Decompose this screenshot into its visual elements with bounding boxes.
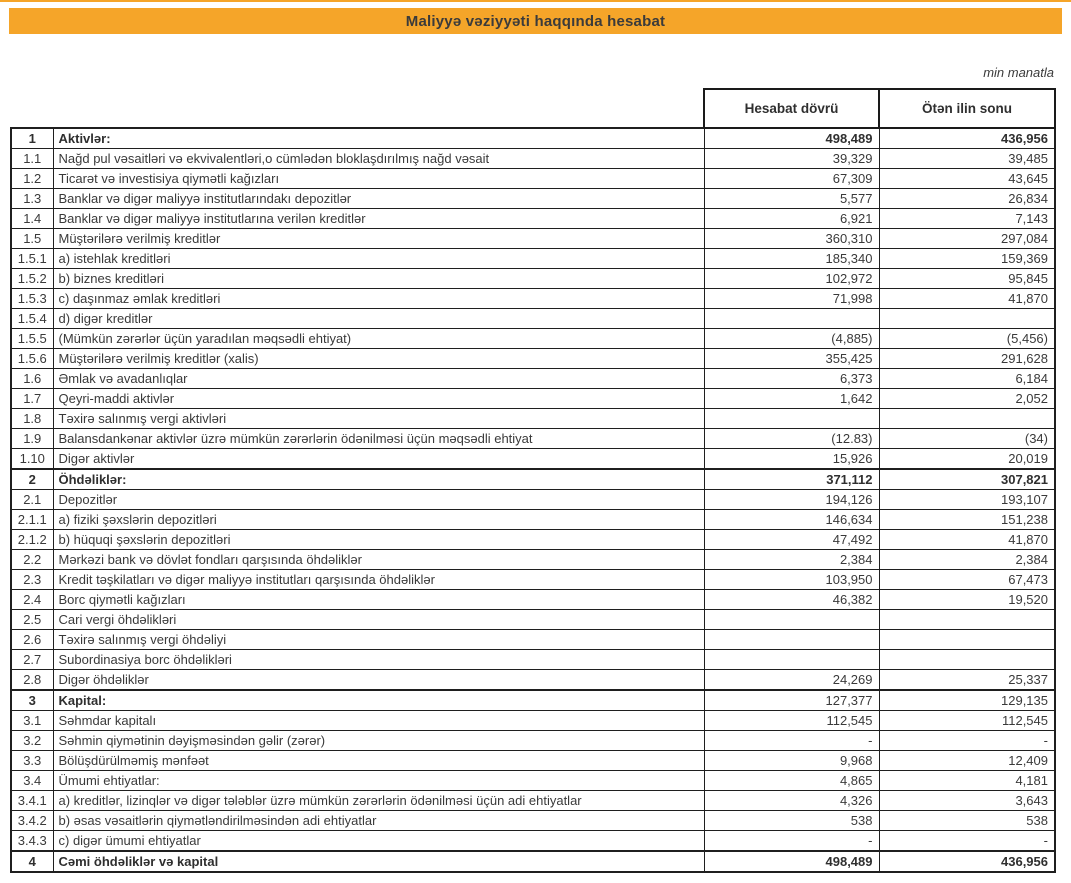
value-current-period: 39,329 xyxy=(704,149,879,169)
value-current-period xyxy=(704,309,879,329)
row-number: 1.5.3 xyxy=(11,289,53,309)
row-label: b) hüquqi şəxslərin depozitləri xyxy=(53,530,704,550)
row-number: 2.8 xyxy=(11,670,53,691)
table-row xyxy=(11,309,1055,329)
header-spacer xyxy=(11,89,704,128)
table-row xyxy=(11,149,1055,169)
value-current-period: 498,489 xyxy=(704,128,879,149)
financial-position-table xyxy=(10,88,1056,873)
row-number: 2.6 xyxy=(11,630,53,650)
table-row xyxy=(11,650,1055,670)
value-previous-year-end xyxy=(879,650,1055,670)
table-row xyxy=(11,189,1055,209)
row-label: b) əsas vəsaitlərin qiymətləndirilməsindən adi ehtiyatlar xyxy=(53,811,704,831)
row-label: Kapital: xyxy=(53,690,704,711)
row-label: Aktivlər: xyxy=(53,128,704,149)
row-number: 2.1.2 xyxy=(11,530,53,550)
value-current-period: 24,269 xyxy=(704,670,879,691)
value-previous-year-end: 25,337 xyxy=(879,670,1055,691)
value-previous-year-end: 4,181 xyxy=(879,771,1055,791)
table-row xyxy=(11,329,1055,349)
row-label: Müştərilərə verilmiş kreditlər (xalis) xyxy=(53,349,704,369)
title-banner xyxy=(9,8,1062,34)
row-label: Bölüşdürülməmiş mənfəət xyxy=(53,751,704,771)
row-label: Balansdankənar aktivlər üzrə mümkün zərərlərin ödənilməsi üçün məqsədli ehtiyat xyxy=(53,429,704,449)
value-previous-year-end: 291,628 xyxy=(879,349,1055,369)
value-current-period: (12.83) xyxy=(704,429,879,449)
value-current-period: 498,489 xyxy=(704,851,879,872)
table-row xyxy=(11,751,1055,771)
row-number: 3.4 xyxy=(11,771,53,791)
row-number: 3.4.3 xyxy=(11,831,53,852)
row-number: 3.4.2 xyxy=(11,811,53,831)
value-previous-year-end: 67,473 xyxy=(879,570,1055,590)
table-row xyxy=(11,169,1055,189)
row-label: (Mümkün zərərlər üçün yaradılan məqsədli ehtiyat) xyxy=(53,329,704,349)
row-number: 2.1.1 xyxy=(11,510,53,530)
row-label: Nağd pul vəsaitləri və ekvivalentləri,o cümlədən bloklaşdırılmış nağd vəsait xyxy=(53,149,704,169)
row-number: 1.10 xyxy=(11,449,53,470)
table-row xyxy=(11,389,1055,409)
value-previous-year-end: 436,956 xyxy=(879,851,1055,872)
value-previous-year-end: 6,184 xyxy=(879,369,1055,389)
value-current-period xyxy=(704,630,879,650)
value-current-period: 9,968 xyxy=(704,751,879,771)
row-number: 1.5.2 xyxy=(11,269,53,289)
row-label: Banklar və digər maliyyə institutlarına verilən kreditlər xyxy=(53,209,704,229)
value-previous-year-end: - xyxy=(879,831,1055,852)
row-number: 4 xyxy=(11,851,53,872)
value-previous-year-end: 297,084 xyxy=(879,229,1055,249)
value-current-period: 46,382 xyxy=(704,590,879,610)
value-current-period: 360,310 xyxy=(704,229,879,249)
table-row xyxy=(11,269,1055,289)
row-label: Öhdəliklər: xyxy=(53,469,704,490)
table-row xyxy=(11,229,1055,249)
table-row xyxy=(11,811,1055,831)
value-previous-year-end: 39,485 xyxy=(879,149,1055,169)
value-previous-year-end: - xyxy=(879,731,1055,751)
table-row xyxy=(11,711,1055,731)
value-current-period: 538 xyxy=(704,811,879,831)
value-previous-year-end: (5,456) xyxy=(879,329,1055,349)
table-row xyxy=(11,831,1055,852)
row-label: Təxirə salınmış vergi öhdəliyi xyxy=(53,630,704,650)
value-current-period: 1,642 xyxy=(704,389,879,409)
value-previous-year-end: 19,520 xyxy=(879,590,1055,610)
value-previous-year-end: 2,052 xyxy=(879,389,1055,409)
row-label: Subordinasiya borc öhdəlikləri xyxy=(53,650,704,670)
value-current-period: (4,885) xyxy=(704,329,879,349)
value-previous-year-end: 436,956 xyxy=(879,128,1055,149)
row-number: 1.7 xyxy=(11,389,53,409)
value-current-period xyxy=(704,409,879,429)
row-number: 1.4 xyxy=(11,209,53,229)
table-row xyxy=(11,851,1055,872)
value-previous-year-end xyxy=(879,409,1055,429)
value-previous-year-end xyxy=(879,630,1055,650)
row-label: Səhmin qiymətinin dəyişməsindən gəlir (zərər) xyxy=(53,731,704,751)
row-label: c) daşınmaz əmlak kreditləri xyxy=(53,289,704,309)
value-previous-year-end: 159,369 xyxy=(879,249,1055,269)
table-row xyxy=(11,349,1055,369)
table-row xyxy=(11,490,1055,510)
row-number: 3.4.1 xyxy=(11,791,53,811)
row-label: Digər aktivlər xyxy=(53,449,704,470)
table-row xyxy=(11,429,1055,449)
value-current-period: 146,634 xyxy=(704,510,879,530)
row-number: 2.2 xyxy=(11,550,53,570)
table-header xyxy=(11,89,1055,128)
row-label: Cari vergi öhdəlikləri xyxy=(53,610,704,630)
row-number: 1.5.1 xyxy=(11,249,53,269)
row-number: 2.7 xyxy=(11,650,53,670)
row-label: Cəmi öhdəliklər və kapital xyxy=(53,851,704,872)
row-label: d) digər kreditlər xyxy=(53,309,704,329)
row-number: 1.8 xyxy=(11,409,53,429)
value-previous-year-end: 151,238 xyxy=(879,510,1055,530)
table-row xyxy=(11,530,1055,550)
value-previous-year-end: 20,019 xyxy=(879,449,1055,470)
value-current-period: 67,309 xyxy=(704,169,879,189)
table-body xyxy=(11,128,1055,872)
table-row xyxy=(11,128,1055,149)
value-current-period: 355,425 xyxy=(704,349,879,369)
row-number: 1.1 xyxy=(11,149,53,169)
row-number: 2.4 xyxy=(11,590,53,610)
row-label: a) fiziki şəxslərin depozitləri xyxy=(53,510,704,530)
row-label: Depozitlər xyxy=(53,490,704,510)
row-label: a) istehlak kreditləri xyxy=(53,249,704,269)
value-previous-year-end: 112,545 xyxy=(879,711,1055,731)
unit-note: min manatla xyxy=(983,65,1054,80)
table-row xyxy=(11,449,1055,470)
table-row xyxy=(11,249,1055,269)
row-number: 1.5.5 xyxy=(11,329,53,349)
row-label: Qeyri-maddi aktivlər xyxy=(53,389,704,409)
value-current-period: 15,926 xyxy=(704,449,879,470)
value-previous-year-end: 3,643 xyxy=(879,791,1055,811)
value-current-period: - xyxy=(704,731,879,751)
table-row xyxy=(11,590,1055,610)
table-row xyxy=(11,289,1055,309)
column-header-previous-year-end: Ötən ilin sonu xyxy=(879,89,1055,128)
table-row xyxy=(11,570,1055,590)
value-previous-year-end: 95,845 xyxy=(879,269,1055,289)
value-current-period: - xyxy=(704,831,879,852)
row-number: 1.6 xyxy=(11,369,53,389)
table-row xyxy=(11,550,1055,570)
value-previous-year-end: 193,107 xyxy=(879,490,1055,510)
row-label: Kredit təşkilatları və digər maliyyə institutları qarşısında öhdəliklər xyxy=(53,570,704,590)
value-previous-year-end: 129,135 xyxy=(879,690,1055,711)
value-current-period: 6,921 xyxy=(704,209,879,229)
top-accent-line xyxy=(0,0,1071,2)
table-row xyxy=(11,209,1055,229)
row-number: 3.3 xyxy=(11,751,53,771)
value-current-period: 2,384 xyxy=(704,550,879,570)
row-label: Səhmdar kapitalı xyxy=(53,711,704,731)
value-current-period: 5,577 xyxy=(704,189,879,209)
table-row xyxy=(11,409,1055,429)
header-row xyxy=(11,89,1055,128)
row-label: Digər öhdəliklər xyxy=(53,670,704,691)
table-row xyxy=(11,731,1055,751)
value-current-period: 194,126 xyxy=(704,490,879,510)
value-previous-year-end: 41,870 xyxy=(879,289,1055,309)
row-number: 3.1 xyxy=(11,711,53,731)
row-number: 1.3 xyxy=(11,189,53,209)
value-current-period: 47,492 xyxy=(704,530,879,550)
value-current-period: 127,377 xyxy=(704,690,879,711)
row-label: b) biznes kreditləri xyxy=(53,269,704,289)
row-label: Ümumi ehtiyatlar: xyxy=(53,771,704,791)
value-current-period: 102,972 xyxy=(704,269,879,289)
value-current-period: 6,373 xyxy=(704,369,879,389)
value-previous-year-end: 307,821 xyxy=(879,469,1055,490)
row-label: Ticarət və investisiya qiymətli kağızları xyxy=(53,169,704,189)
table-row xyxy=(11,369,1055,389)
row-number: 2.3 xyxy=(11,570,53,590)
table-row xyxy=(11,469,1055,490)
page-title: Maliyyə vəziyyəti haqqında hesabat xyxy=(405,12,666,30)
table-row xyxy=(11,791,1055,811)
row-number: 2.5 xyxy=(11,610,53,630)
row-number: 2 xyxy=(11,469,53,490)
row-number: 3.2 xyxy=(11,731,53,751)
row-number: 1 xyxy=(11,128,53,149)
row-label: Borc qiymətli kağızları xyxy=(53,590,704,610)
row-label: c) digər ümumi ehtiyatlar xyxy=(53,831,704,852)
row-number: 1.2 xyxy=(11,169,53,189)
value-current-period: 112,545 xyxy=(704,711,879,731)
table-row xyxy=(11,610,1055,630)
table-row xyxy=(11,510,1055,530)
table-row xyxy=(11,771,1055,791)
row-label: Mərkəzi bank və dövlət fondları qarşısında öhdəliklər xyxy=(53,550,704,570)
table-row xyxy=(11,690,1055,711)
value-current-period: 371,112 xyxy=(704,469,879,490)
value-current-period xyxy=(704,650,879,670)
value-current-period: 4,865 xyxy=(704,771,879,791)
value-current-period xyxy=(704,610,879,630)
value-current-period: 103,950 xyxy=(704,570,879,590)
row-label: a) kreditlər, lizinqlər və digər tələblər üzrə mümkün zərərlərin ödənilməsi üçün adi ehtiyatlar xyxy=(53,791,704,811)
row-number: 1.5.6 xyxy=(11,349,53,369)
row-number: 2.1 xyxy=(11,490,53,510)
value-previous-year-end: 43,645 xyxy=(879,169,1055,189)
value-current-period: 71,998 xyxy=(704,289,879,309)
row-label: Təxirə salınmış vergi aktivləri xyxy=(53,409,704,429)
row-number: 1.5 xyxy=(11,229,53,249)
row-number: 3 xyxy=(11,690,53,711)
value-current-period: 185,340 xyxy=(704,249,879,269)
row-label: Müştərilərə verilmiş kreditlər xyxy=(53,229,704,249)
value-previous-year-end: 7,143 xyxy=(879,209,1055,229)
row-label: Əmlak və avadanlıqlar xyxy=(53,369,704,389)
value-previous-year-end xyxy=(879,309,1055,329)
value-previous-year-end: (34) xyxy=(879,429,1055,449)
table-row xyxy=(11,670,1055,691)
column-header-current-period: Hesabat dövrü xyxy=(704,89,879,128)
row-number: 1.9 xyxy=(11,429,53,449)
row-label: Banklar və digər maliyyə institutlarındakı depozitlər xyxy=(53,189,704,209)
table-row xyxy=(11,630,1055,650)
value-previous-year-end xyxy=(879,610,1055,630)
value-previous-year-end: 538 xyxy=(879,811,1055,831)
value-previous-year-end: 26,834 xyxy=(879,189,1055,209)
row-number: 1.5.4 xyxy=(11,309,53,329)
value-previous-year-end: 41,870 xyxy=(879,530,1055,550)
value-current-period: 4,326 xyxy=(704,791,879,811)
value-previous-year-end: 2,384 xyxy=(879,550,1055,570)
value-previous-year-end: 12,409 xyxy=(879,751,1055,771)
